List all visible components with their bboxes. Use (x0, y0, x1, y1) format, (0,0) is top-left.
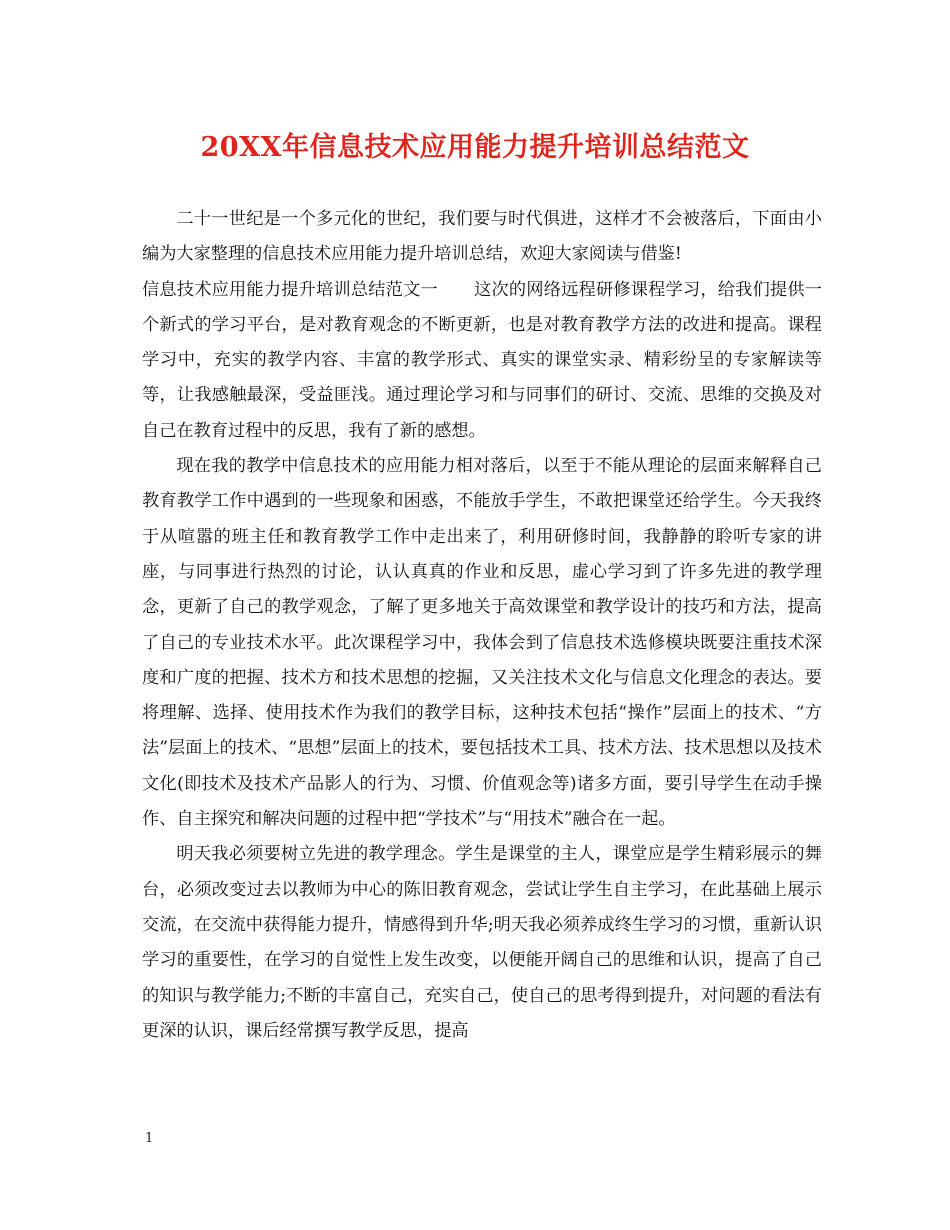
document-body (142, 202, 822, 1049)
document-title: 20XX年信息技术应用能力提升培训总结范文 (200, 132, 750, 163)
section-paragraph-1 (142, 273, 822, 449)
section-heading: 信息技术应用能力提升培训总结范文一 (142, 279, 438, 300)
page-number: 1 (145, 1131, 154, 1146)
paragraph-2: 现在我的教学中信息技术的应用能力相对落后，以至于不能从理论的层面来解释自己教育教学工作中遇到的一些现象和困惑，不能放手学生，不敢把课堂还给学生。今天我终于从喧嚣的班主任和教育教学工作中走出来了，利用研修时间，我静静的聆听专家的讲座，与同事进行热烈的讨论，认认真真的作业和反思，虚心学习到了许多先进的教学理念，更新了自己的教学观念，了解了更多地关于高效课堂和教学设计的技巧和方法，提高了自己的专业技术水平。此次课程学习中，我体会到了信息技术选修模块既要注重技术深度和广度的把握、技术方和技术思想的挖掘，又关注技术文化与信息文化理念的表达。要将理解、选择、使用技术作为我们的教学目标，这种技术包括“操作”层面上的技术、“方法”层面上的技术、“思想”层面上的技术，要包括技术工具、技术方法、技术思想以及技术文化(即技术及技术产品影人的行为、习惯、价值观念等)诸多方面，要引导学生在动手操作、自主探究和解决问题的过程中把“学技术”与“用技术”融合在一起。 (142, 456, 822, 830)
paragraph-1-text: 这次的网络远程研修课程学习，给我们提供一个新式的学习平台，是对教育观念的不断更新，也是对教育教学方法的改进和提高。课程学习中，充实的教学内容、丰富的教学形式、真实的课堂实录、精彩纷呈的专家解读等等，让我感触最深，受益匪浅。通过理论学习和与同事们的研讨、交流、思维的交换及对自己在教育过程中的反思，我有了新的感想。 (142, 279, 822, 441)
intro-paragraph: 二十一世纪是一个多元化的世纪，我们要与时代俱进，这样才不会被落后，下面由小编为大家整理的信息技术应用能力提升培训总结，欢迎大家阅读与借鉴! (142, 209, 822, 265)
paragraph-3: 明天我必须要树立先进的教学理念。学生是课堂的主人，课堂应是学生精彩展示的舞台，必须改变过去以教师为中心的陈旧教育观念，尝试让学生自主学习，在此基础上展示交流，在交流中获得能力提升，情感得到升华;明天我必须养成终生学习的习惯，重新认识学习的重要性，在学习的自觉性上发生改变，以便能开阔自己的思维和认识，提高了自己的知识与教学能力;不断的丰富自己，充实自己，使自己的思考得到提升，对问题的看法有更深的认识，课后经常撰写教学反思，提高 (142, 844, 822, 1041)
